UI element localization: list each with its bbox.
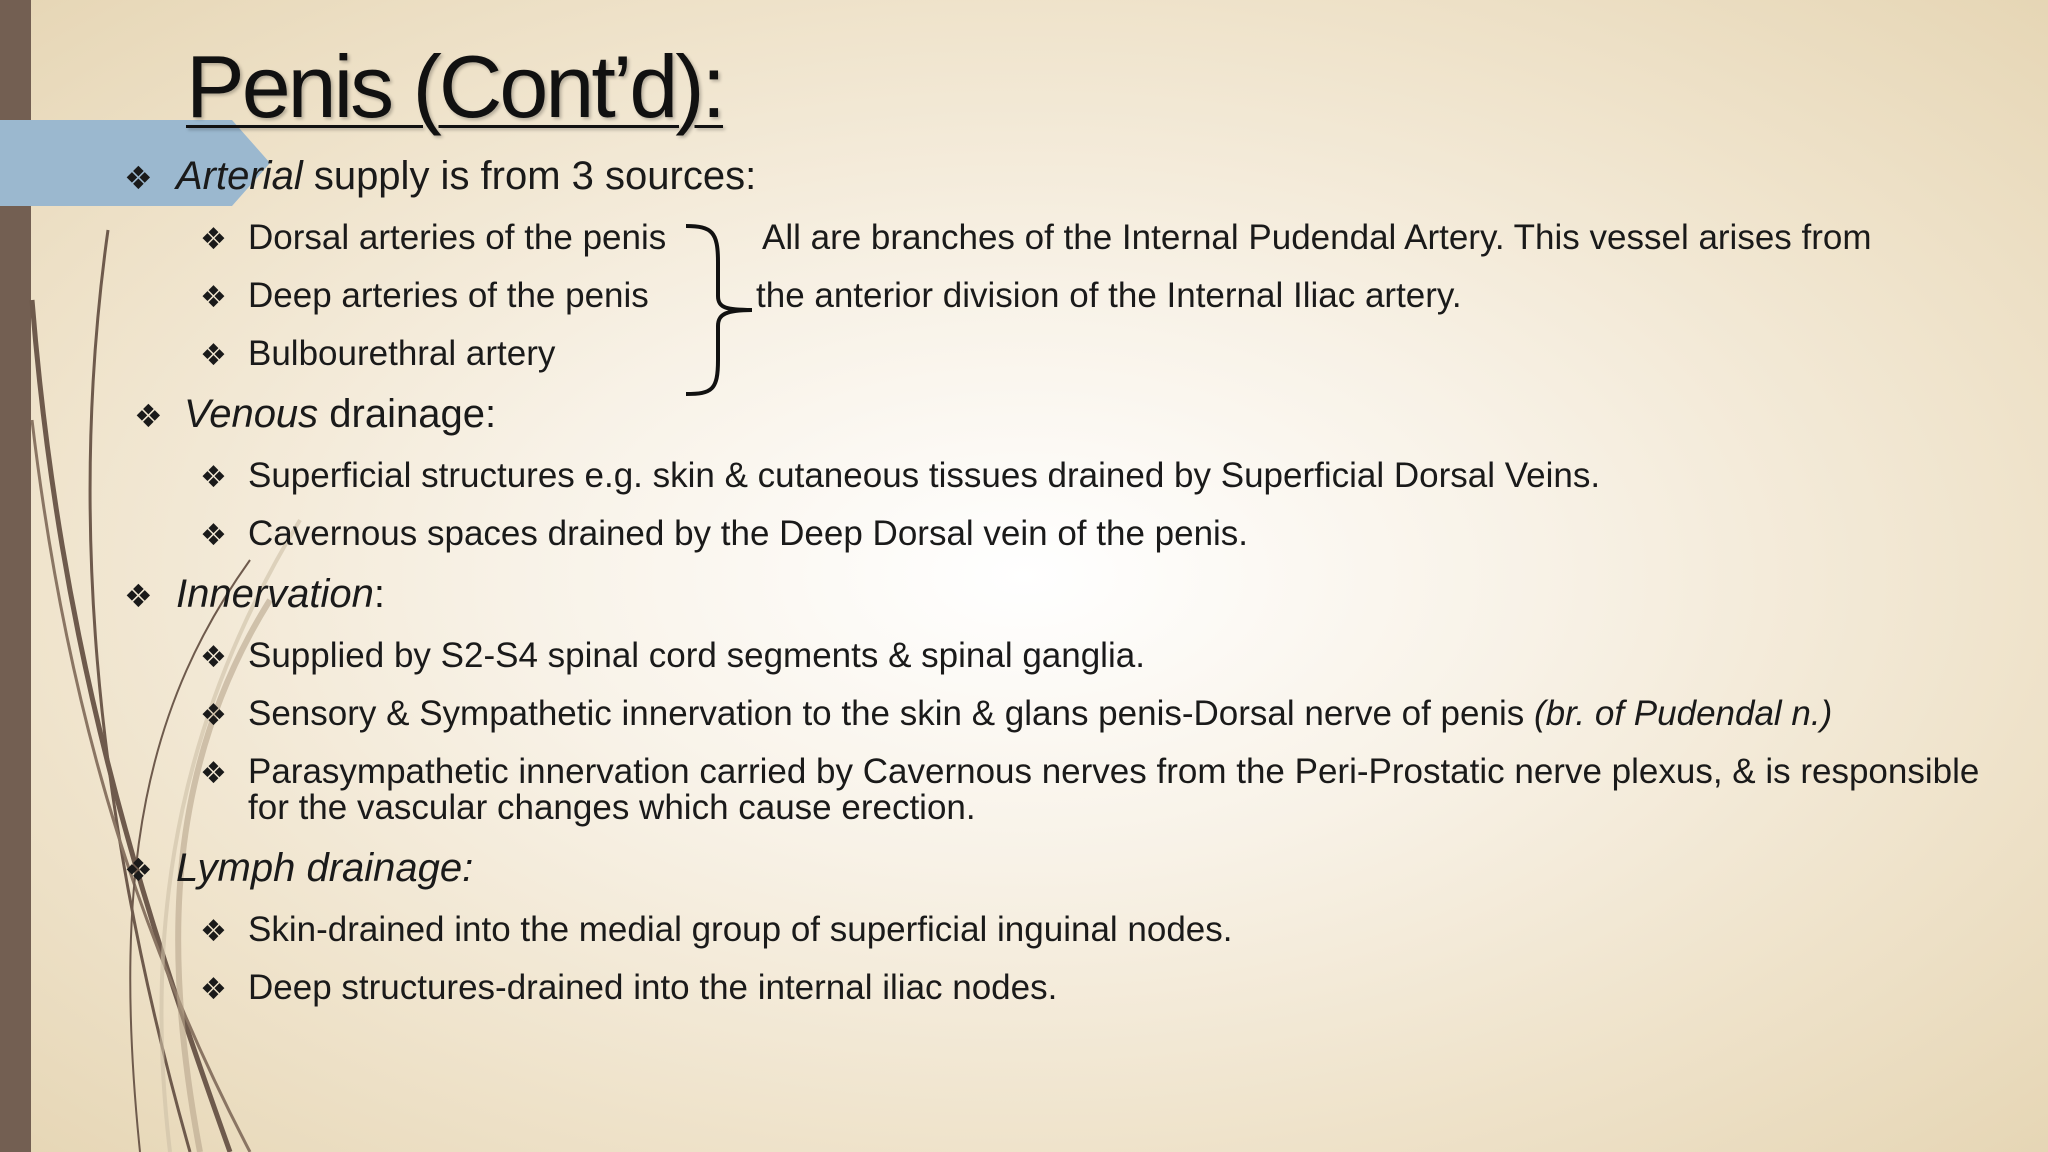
list-item — [200, 636, 1145, 678]
diamond-bullet-icon: ❖ — [200, 339, 227, 372]
venous-text: drainage: — [318, 392, 497, 436]
diamond-bullet-icon: ❖ — [200, 519, 227, 552]
list-item-continuation: for the vascular changes which cause erection. — [248, 788, 976, 827]
diamond-bullet-icon: ❖ — [200, 973, 227, 1006]
innervation-heading: Innervation — [176, 572, 374, 616]
diamond-bullet-icon: ❖ — [200, 281, 227, 314]
list-item-italic-note: (br. of Pudendal n.) — [1533, 694, 1833, 733]
lymph-heading: Lymph drainage: — [176, 846, 474, 890]
innervation-text: : — [373, 572, 386, 616]
bullet-lymph — [124, 846, 473, 892]
diamond-bullet-icon: ❖ — [200, 461, 227, 494]
list-item-text: Sensory & Sympathetic innervation to the skin & glans penis-Dorsal nerve of penis — [248, 694, 1534, 733]
diamond-bullet-icon: ❖ — [200, 757, 227, 790]
list-item — [200, 968, 1057, 1010]
bullet-arterial — [124, 154, 756, 200]
list-item-text: Superficial structures e.g. skin & cutaneous tissues drained by Superficial Dorsal Veins. — [248, 456, 1601, 495]
list-item — [200, 514, 1248, 556]
diamond-bullet-icon: ❖ — [200, 641, 227, 674]
bullet-innervation — [124, 572, 385, 618]
list-item — [200, 218, 666, 260]
arterial-note-line2: the anterior division of the Internal Iliac artery. — [756, 276, 1462, 315]
slide-title: Penis (Cont’d): — [186, 37, 724, 136]
right-brace-icon — [682, 222, 752, 398]
list-item-text: Deep arteries of the penis — [248, 276, 649, 315]
diamond-bullet-icon: ❖ — [124, 578, 153, 614]
list-item — [200, 456, 1600, 498]
bullet-venous — [134, 392, 496, 438]
list-item-text: Supplied by S2-S4 spinal cord segments & spinal ganglia. — [248, 636, 1145, 675]
arterial-heading: Arterial — [176, 154, 303, 198]
list-item-text: Skin-drained into the medial group of superficial inguinal nodes. — [248, 910, 1233, 949]
list-item-text: Dorsal arteries of the penis — [248, 218, 667, 257]
list-item — [200, 910, 1233, 952]
diamond-bullet-icon: ❖ — [124, 160, 153, 196]
list-item-text: Parasympathetic innervation carried by Cavernous nerves from the Peri-Prostatic nerve plexus, & is responsible — [248, 752, 1980, 791]
venous-heading: Venous — [184, 392, 319, 436]
list-item — [200, 694, 1832, 736]
list-item-text: Bulbourethral artery — [248, 334, 556, 373]
diamond-bullet-icon: ❖ — [200, 915, 227, 948]
list-item — [200, 276, 649, 318]
diamond-bullet-icon: ❖ — [200, 223, 227, 256]
list-item-text: Deep structures-drained into the internal iliac nodes. — [248, 968, 1058, 1007]
list-item — [200, 334, 555, 376]
arterial-text: supply is from 3 sources: — [302, 154, 757, 198]
diamond-bullet-icon: ❖ — [124, 852, 153, 888]
arterial-note-line1: All are branches of the Internal Pudendal Artery. This vessel arises from — [762, 218, 1872, 257]
list-item-text: Cavernous spaces drained by the Deep Dorsal vein of the penis. — [248, 514, 1249, 553]
diamond-bullet-icon: ❖ — [200, 699, 227, 732]
diamond-bullet-icon: ❖ — [134, 398, 163, 434]
